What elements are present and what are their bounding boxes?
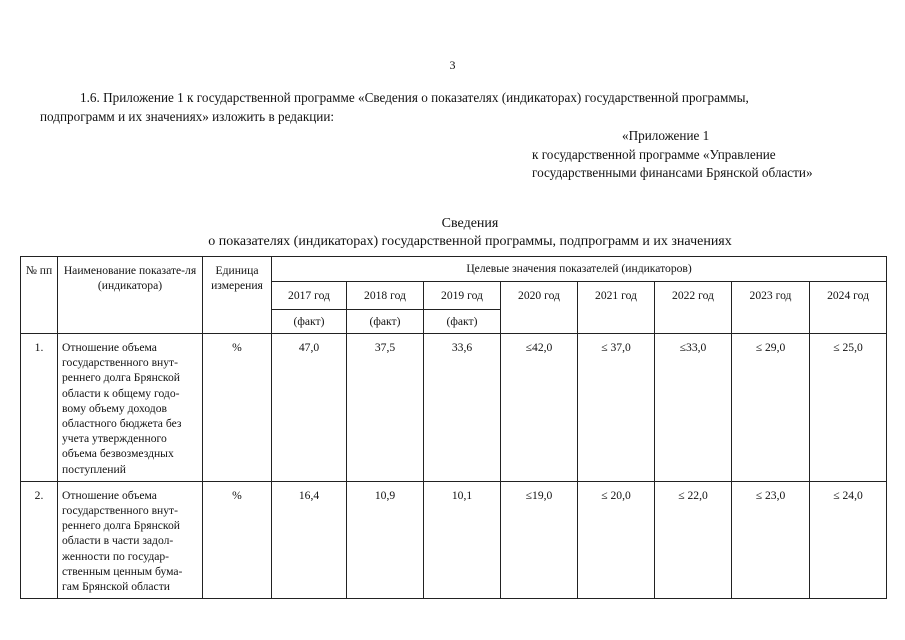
target-cell: ≤19,0	[501, 481, 578, 598]
appendix-header-line-3: государственными финансами Брянской области»	[532, 165, 813, 180]
target-cell: ≤33,0	[655, 334, 732, 482]
header-year: 2024 год	[810, 282, 887, 334]
header-fact-label: (факт)	[272, 310, 347, 334]
target-cell: ≤ 37,0	[578, 334, 655, 482]
table-row	[21, 481, 887, 598]
header-year: 2023 год	[732, 282, 810, 334]
table-row	[21, 334, 887, 482]
table-subtitle: о показателях (индикаторах) государственной программы, подпрограмм и их значениях	[208, 234, 732, 249]
intro-paragraph-line-2: подпрограмм и их значениях» изложить в редакции:	[40, 109, 335, 124]
header-num: № пп	[21, 257, 58, 334]
value-cell: 10,1	[424, 481, 501, 598]
row-number: 1.	[21, 334, 58, 482]
indicators-table	[20, 256, 887, 599]
header-fact-label: (факт)	[424, 310, 501, 334]
value-cell: 47,0	[272, 334, 347, 482]
header-unit: Единица измерения	[203, 257, 272, 334]
row-number: 2.	[21, 481, 58, 598]
target-cell: ≤ 25,0	[810, 334, 887, 482]
header-year: 2018 год	[347, 282, 424, 310]
value-cell: 10,9	[347, 481, 424, 598]
page-number: 3	[449, 58, 456, 72]
unit-cell: %	[203, 334, 272, 482]
header-target-values: Целевые значения показателей (индикаторов)	[272, 257, 887, 282]
intro-paragraph-line-1: 1.6. Приложение 1 к государственной программе «Сведения о показателях (индикаторах) государственной программы,	[80, 90, 749, 105]
indicator-name: Отношение объема государственного внут-реннего долга Брянской области в части задол-женности по государ-ственным ценным бума-гам Брянской области	[58, 481, 203, 598]
target-cell: ≤ 24,0	[810, 481, 887, 598]
header-year: 2017 год	[272, 282, 347, 310]
appendix-header-line-1: «Приложение 1	[622, 128, 710, 143]
appendix-header-line-2: к государственной программе «Управление	[532, 147, 776, 162]
value-cell: 37,5	[347, 334, 424, 482]
header-indicator-name: Наименование показате-ля (индикатора)	[58, 257, 203, 334]
unit-cell: %	[203, 481, 272, 598]
table-title: Сведения	[441, 216, 499, 231]
target-cell: ≤42,0	[501, 334, 578, 482]
header-year: 2019 год	[424, 282, 501, 310]
value-cell: 33,6	[424, 334, 501, 482]
header-fact-label: (факт)	[347, 310, 424, 334]
target-cell: ≤ 29,0	[732, 334, 810, 482]
value-cell: 16,4	[272, 481, 347, 598]
header-year: 2020 год	[501, 282, 578, 334]
target-cell: ≤ 23,0	[732, 481, 810, 598]
header-year: 2021 год	[578, 282, 655, 334]
indicator-name: Отношение объема государственного внут-реннего долга Брянской области к общему годо-вому объему доходов областного бюджета без учета утвержденного объема безвозмездных поступлений	[58, 334, 203, 482]
target-cell: ≤ 20,0	[578, 481, 655, 598]
header-year: 2022 год	[655, 282, 732, 334]
target-cell: ≤ 22,0	[655, 481, 732, 598]
table-header-row-1	[21, 257, 887, 282]
